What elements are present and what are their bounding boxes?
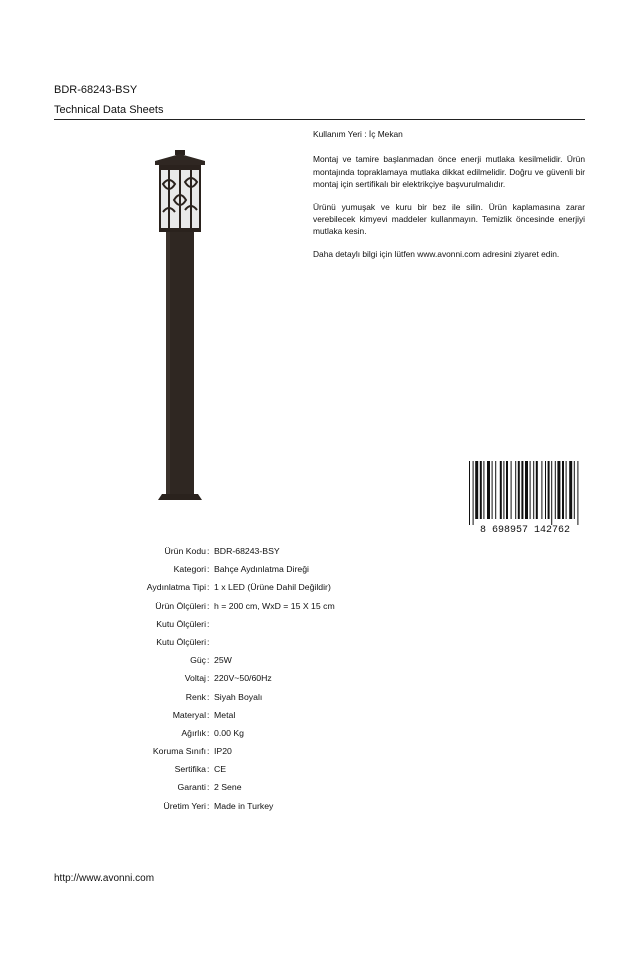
barcode-bar bbox=[483, 461, 484, 519]
spec-label: Renk bbox=[185, 691, 206, 702]
barcode-bar bbox=[525, 461, 528, 519]
barcode-bars bbox=[466, 461, 584, 535]
barcode bbox=[466, 461, 584, 535]
barcode-bar bbox=[530, 461, 531, 519]
website-note: Daha detaylı bilgi için lütfen www.avonni.com adresini ziyaret edin. bbox=[313, 248, 560, 259]
spec-row-lighting-type: Aydınlatma Tipi : 1 x LED (Ürüne Dahil Değildir) bbox=[146, 582, 331, 593]
barcode-bar bbox=[548, 461, 550, 519]
spec-row-material: Materyal : Metal bbox=[172, 709, 236, 720]
spec-row-product-code: Ürün Kodu : BDR-68243-BSY bbox=[164, 546, 280, 556]
spec-row-box-dimensions: Kutu Ölçüleri : bbox=[156, 618, 210, 629]
spec-label: Koruma Sınıfı bbox=[152, 746, 206, 757]
product-image bbox=[145, 150, 215, 506]
barcode-bar bbox=[480, 461, 482, 519]
installation-warning: Montaj ve tamire başlanmadan önce enerji mutlaka kesilmelidir. Ürün montajında topraklamaya mutlaka dikkat edilmelidir. Doğru ve güvenli bir montaj için sertifikalı bir elektrikçiye başvurulmalıdır. bbox=[313, 154, 585, 190]
barcode-bar bbox=[495, 461, 496, 519]
barcode-bar bbox=[536, 461, 538, 519]
barcode-bar bbox=[500, 461, 502, 519]
spec-label: Güç bbox=[190, 655, 206, 666]
spec-label: Ürün Ölçüleri bbox=[155, 600, 206, 611]
barcode-bar bbox=[469, 461, 470, 525]
spec-value: CE bbox=[214, 764, 227, 775]
spec-row-product-dimensions: Ürün Ölçüleri : h = 200 cm, WxD = 15 X 15 cm bbox=[155, 600, 335, 611]
barcode-bar bbox=[475, 461, 478, 519]
barcode-bar bbox=[562, 461, 564, 519]
barcode-bar bbox=[503, 461, 504, 519]
barcode-bar bbox=[511, 461, 512, 519]
footer-url[interactable]: http://www.avonni.com bbox=[54, 873, 155, 884]
spec-value: 0.00 Kg bbox=[214, 727, 244, 738]
spec-row-box-dimensions-2: Kutu Ölçüleri : bbox=[156, 636, 210, 647]
spec-value: 1 x LED (Ürüne Dahil Değildir) bbox=[214, 582, 331, 593]
spec-label: Garanti bbox=[177, 782, 206, 793]
spec-value: Bahçe Aydınlatma Direği bbox=[214, 564, 309, 575]
spec-label: Voltaj bbox=[184, 673, 206, 684]
spec-label: Üretim Yeri bbox=[163, 800, 206, 811]
barcode-bar bbox=[566, 461, 567, 519]
spec-value: 220V~50/60Hz bbox=[214, 673, 272, 684]
spec-table bbox=[0, 546, 640, 819]
spec-label: Sertifika bbox=[174, 764, 206, 775]
spec-row-weight: Ağırlık : 0.00 Kg bbox=[181, 727, 244, 738]
cleaning-instructions: Ürünü yumuşak ve kuru bir bez ile silin. Ürün kaplamasına zarar verebilecek kimyevi maddeler kullanmayın. Temizlik öncesinde enerjiyi mutlaka kesin. bbox=[313, 201, 585, 237]
document-subtitle: Technical Data Sheets bbox=[54, 104, 164, 116]
spec-row-voltage: Voltaj : 220V~50/60Hz bbox=[184, 673, 272, 684]
spec-row-protection-class: Koruma Sınıfı : IP20 bbox=[152, 746, 232, 757]
header-divider bbox=[54, 119, 585, 120]
barcode-bar bbox=[492, 461, 493, 519]
spec-value: 25W bbox=[214, 655, 232, 666]
usage-location: Kullanım Yeri : İç Mekan bbox=[313, 129, 403, 139]
barcode-bar bbox=[533, 461, 534, 519]
spec-label: Materyal bbox=[172, 709, 206, 720]
spec-row-warranty: Garanti : 2 Sene bbox=[177, 782, 242, 793]
barcode-bar bbox=[521, 461, 523, 519]
spec-value: 2 Sene bbox=[214, 782, 242, 793]
spec-value: Siyah Boyalı bbox=[214, 691, 263, 702]
barcode-bar bbox=[515, 461, 516, 519]
spec-value: IP20 bbox=[214, 746, 232, 757]
spec-row-category: Kategori : Bahçe Aydınlatma Direği bbox=[173, 564, 309, 575]
spec-row-origin: Üretim Yeri : Made in Turkey bbox=[163, 800, 274, 811]
spec-value: h = 200 cm, WxD = 15 X 15 cm bbox=[214, 600, 335, 611]
spec-value: Metal bbox=[214, 709, 236, 720]
barcode-bar bbox=[577, 461, 578, 525]
spec-label: Ürün Kodu bbox=[164, 546, 206, 556]
spec-row-certificate: Sertifika : CE bbox=[174, 764, 227, 775]
spec-row-power: Güç : 25W bbox=[190, 655, 232, 666]
barcode-digits: 8 698957 142762 bbox=[479, 525, 571, 535]
spec-label: Kutu Ölçüleri bbox=[156, 636, 206, 647]
barcode-bar bbox=[541, 461, 542, 519]
product-code-heading: BDR-68243-BSY bbox=[54, 84, 138, 96]
spec-label: Aydınlatma Tipi bbox=[146, 582, 206, 593]
spec-label: Kategori bbox=[173, 564, 206, 575]
barcode-bar bbox=[473, 461, 474, 525]
barcode-bar bbox=[545, 461, 546, 519]
barcode-bar bbox=[555, 461, 556, 519]
barcode-bar bbox=[518, 461, 520, 519]
barcode-bar bbox=[574, 461, 575, 519]
spec-label: Ağırlık bbox=[181, 727, 206, 738]
spec-value: BDR-68243-BSY bbox=[214, 546, 280, 556]
barcode-bar bbox=[506, 461, 508, 519]
spec-label: Kutu Ölçüleri bbox=[156, 618, 206, 629]
spec-row-color: Renk : Siyah Boyalı bbox=[185, 691, 263, 702]
info-block bbox=[313, 128, 585, 270]
barcode-bar bbox=[487, 461, 490, 519]
barcode-bar bbox=[569, 461, 572, 519]
spec-value: Made in Turkey bbox=[214, 800, 274, 811]
barcode-bar bbox=[551, 461, 552, 525]
barcode-bar bbox=[557, 461, 560, 519]
